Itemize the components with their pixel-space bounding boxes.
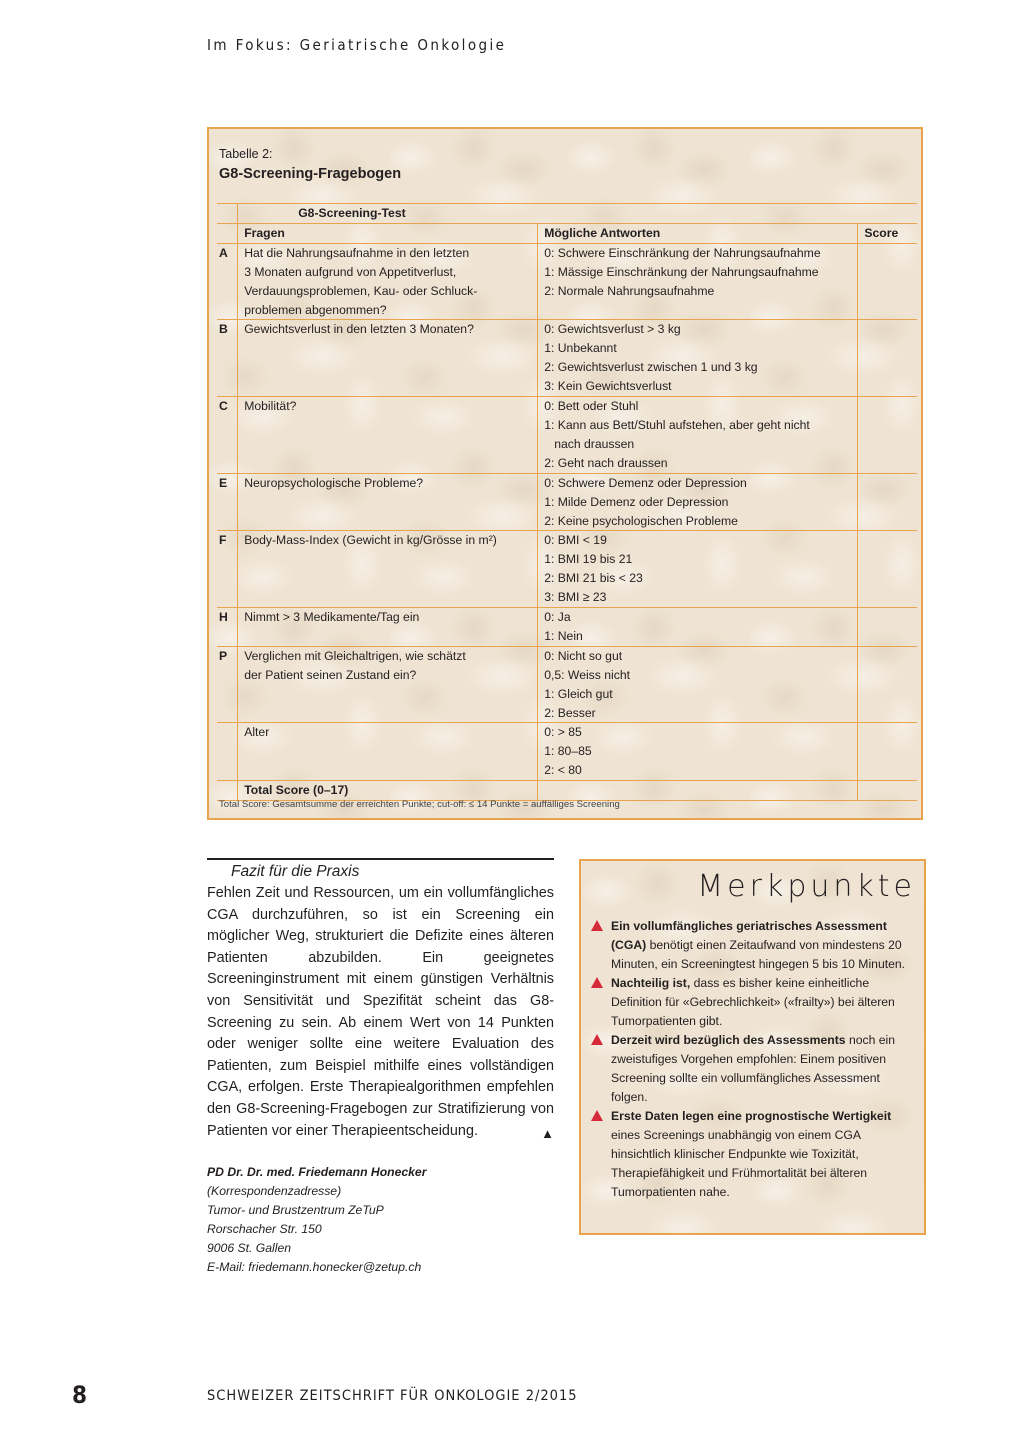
- row-letter: [217, 723, 238, 781]
- author-line: 9006 St. Gallen: [207, 1241, 292, 1255]
- author-line: Rorschacher Str. 150: [207, 1222, 322, 1236]
- triangle-bullet-icon: [591, 1110, 603, 1121]
- table-footnote: Total Score: Gesamtsumme der erreichten Punkte; cut-off: ≤ 14 Punkte = auffälliges Screening: [219, 799, 620, 810]
- row-score: [858, 243, 917, 320]
- answer-option: 2: Gewichtsverlust zwischen 1 und 3 kg: [544, 360, 758, 375]
- merkpunkte-item-lead: Nachteilig ist,: [611, 976, 691, 990]
- merkpunkte-list: [589, 917, 909, 1202]
- total-score-label: Total Score (0–17): [238, 781, 538, 801]
- question-line: Nimmt > 3 Medikamente/Tag ein: [244, 610, 420, 625]
- fazit-title: Fazit für die Praxis: [231, 863, 360, 880]
- fazit-body: Fehlen Zeit und Ressourcen, um ein vollumfängliches CGA durchzuführen, so ist ein Screening ein möglicher Weg, strukturiert die Defizite eines älteren Patienten abzubilden. Ein geeignetes Screeninginstrument mit einem günstigen Verhältnis von Sensitivität und Spezifität scheint das G8-Screening zu sein. Ab einem Wert von 14 Punkten oder weniger sollte eine weitere Evaluation des Patienten, zum Beispiel mithilfe eines vollständigen CGA, erfolgen. Erste Therapiealgorithmen empfehlen den G8-Screening-Fragebogen zur Stratifizierung von Patienten vor einer Therapieentscheidung.: [207, 885, 554, 1139]
- table-row: [217, 243, 917, 320]
- row-question: [238, 646, 538, 723]
- row-score: [858, 397, 917, 474]
- answer-option: 0: Schwere Demenz oder Depression: [544, 475, 747, 490]
- answer-option: 1: Mässige Einschränkung der Nahrungsaufnahme: [544, 264, 819, 279]
- question-line: Verglichen mit Gleichaltrigen, wie schätzt: [244, 648, 466, 663]
- row-answers: [538, 646, 858, 723]
- test-header: G8-Screening-Test: [238, 204, 917, 224]
- merkpunkte-item-text: eines Screenings unabhängig von einem CGA hinsichtlich klinischer Endpunkte wie Toxizität, Therapiefähigkeit und Frühmortalität bei älteren Tumorpatienten nahe.: [611, 1128, 868, 1199]
- table-box: [207, 127, 923, 820]
- row-question: [238, 531, 538, 608]
- row-question: [238, 320, 538, 397]
- row-question: [238, 608, 538, 647]
- table-row: [217, 723, 917, 781]
- merkpunkte-item-lead: Erste Daten legen eine prognostische Wertigkeit: [611, 1109, 892, 1123]
- answer-option: 2: Geht nach draussen: [544, 455, 668, 470]
- table-title: G8-Screening-Fragebogen: [219, 166, 402, 182]
- answer-option: 1: Nein: [544, 628, 583, 643]
- merkpunkte-title: Merkpunkte: [697, 869, 916, 904]
- row-letter: E: [217, 473, 238, 531]
- answer-option: 1: Milde Demenz oder Depression: [544, 494, 729, 509]
- table-row: [217, 531, 917, 608]
- row-answers: [538, 608, 858, 647]
- merkpunkte-item: [589, 974, 909, 1031]
- answer-option: 0: Bett oder Stuhl: [544, 399, 639, 414]
- answer-option: 2: < 80: [544, 763, 582, 778]
- row-letter: C: [217, 397, 238, 474]
- table-row: [217, 320, 917, 397]
- answer-option: 2: BMI 21 bis < 23: [544, 571, 643, 586]
- row-letter: F: [217, 531, 238, 608]
- question-line: der Patient seinen Zustand ein?: [244, 667, 417, 682]
- answer-option: 0: Nicht so gut: [544, 648, 623, 663]
- row-score: [858, 723, 917, 781]
- author-block: [207, 1163, 426, 1277]
- table-row: [217, 646, 917, 723]
- row-question: [238, 243, 538, 320]
- row-answers: [538, 723, 858, 781]
- merkpunkte-item: [589, 1031, 909, 1107]
- col-header-antworten: Mögliche Antworten: [538, 223, 858, 243]
- answer-option: 3: Kein Gewichtsverlust: [544, 379, 672, 394]
- merkpunkte-box: [579, 859, 926, 1235]
- journal-footer: SCHWEIZER ZEITSCHRIFT FÜR ONKOLOGIE 2/2015: [207, 1388, 578, 1404]
- col-header-fragen: Fragen: [238, 223, 538, 243]
- row-letter: P: [217, 646, 238, 723]
- row-question: [238, 723, 538, 781]
- row-answers: [538, 243, 858, 320]
- question-line: Verdauungsproblemen, Kau- oder Schluck-: [244, 283, 478, 298]
- total-row: [217, 781, 917, 801]
- table-row: [217, 397, 917, 474]
- question-line: Alter: [244, 725, 270, 740]
- row-letter: A: [217, 243, 238, 320]
- table-row: [217, 473, 917, 531]
- row-score: [858, 646, 917, 723]
- author-line: (Korrespondenzadresse): [207, 1184, 342, 1198]
- triangle-bullet-icon: [591, 920, 603, 931]
- row-score: [858, 608, 917, 647]
- merkpunkte-item: [589, 917, 909, 974]
- row-score: [858, 473, 917, 531]
- answer-option: 2: Normale Nahrungsaufnahme: [544, 283, 715, 298]
- merkpunkte-item-text: dass es bisher keine einheitliche Definition für «Gebrechlichkeit» («frailty») bei älteren Tumorpatienten gibt.: [611, 976, 895, 1028]
- question-line: Hat die Nahrungsaufnahme in den letzten: [244, 245, 470, 260]
- answer-option: 0: BMI < 19: [544, 533, 607, 548]
- question-line: Neuropsychologische Probleme?: [244, 475, 424, 490]
- row-question: [238, 397, 538, 474]
- fazit-text: [207, 883, 554, 1142]
- author-email[interactable]: E-Mail: friedemann.honecker@zetup.ch: [207, 1260, 422, 1274]
- author-line: Tumor- und Brustzentrum ZeTuP: [207, 1203, 384, 1217]
- page-number: 8: [72, 1381, 88, 1409]
- row-letter: H: [217, 608, 238, 647]
- question-line: Gewichtsverlust in den letzten 3 Monaten?: [244, 322, 474, 337]
- question-line: problemen abgenommen?: [244, 302, 387, 317]
- answer-option: 3: BMI ≥ 23: [544, 590, 607, 605]
- answer-option: 0: Schwere Einschränkung der Nahrungsaufnahme: [544, 245, 821, 260]
- row-question: [238, 473, 538, 531]
- row-score: [858, 531, 917, 608]
- fazit-section: [207, 858, 554, 1144]
- end-mark-icon: ▲: [541, 1125, 554, 1141]
- row-answers: [538, 320, 858, 397]
- answer-option: 1: 80–85: [544, 744, 592, 759]
- g8-table: [217, 203, 917, 801]
- merkpunkte-item-lead: Ein vollumfängliches geriatrisches Assessment (CGA): [611, 919, 887, 952]
- table-row: [217, 608, 917, 647]
- fazit-rule: [207, 858, 554, 860]
- answer-option: 2: Besser: [544, 705, 596, 720]
- table-label: Tabelle 2:: [219, 147, 273, 161]
- merkpunkte-item-lead: Derzeit wird bezüglich des Assessments: [611, 1033, 846, 1047]
- answer-option: 0: Gewichtsverlust > 3 kg: [544, 322, 681, 337]
- row-score: [858, 320, 917, 397]
- answer-option: 0: Ja: [544, 610, 571, 625]
- answer-option: 1: Kann aus Bett/Stuhl aufstehen, aber geht nicht: [544, 417, 810, 432]
- answer-option: 1: Unbekannt: [544, 341, 617, 356]
- question-line: Mobilität?: [244, 399, 297, 414]
- merkpunkte-item: [589, 1107, 909, 1202]
- triangle-bullet-icon: [591, 977, 603, 988]
- question-line: Body-Mass-Index (Gewicht in kg/Grösse in m²): [244, 533, 497, 548]
- row-answers: [538, 397, 858, 474]
- row-letter: B: [217, 320, 238, 397]
- answer-option: 1: Gleich gut: [544, 686, 613, 701]
- answer-option: 0: > 85: [544, 725, 582, 740]
- answer-option: nach draussen: [554, 436, 635, 451]
- merkpunkte-item-text: noch ein zweistufiges Vorgehen empfohlen: Einem positiven Screening sollte ein vollumfängliches Assessment folgen.: [611, 1033, 896, 1104]
- col-header-score: Score: [858, 223, 917, 243]
- answer-option: 2: Keine psychologischen Probleme: [544, 513, 738, 528]
- answer-option: 0,5: Weiss nicht: [544, 667, 631, 682]
- row-answers: [538, 531, 858, 608]
- triangle-bullet-icon: [591, 1034, 603, 1045]
- author-name: PD Dr. Dr. med. Friedemann Honecker: [207, 1165, 427, 1179]
- question-line: 3 Monaten aufgrund von Appetitverlust,: [244, 264, 457, 279]
- running-head: Im Fokus: Geriatrische Onkologie: [207, 36, 507, 54]
- merkpunkte-item-text: benötigt einen Zeitaufwand von mindestens 20 Minuten, ein Screeningtest hingegen 5 bis 10 Minuten.: [611, 938, 906, 971]
- row-answers: [538, 473, 858, 531]
- answer-option: 1: BMI 19 bis 21: [544, 552, 633, 567]
